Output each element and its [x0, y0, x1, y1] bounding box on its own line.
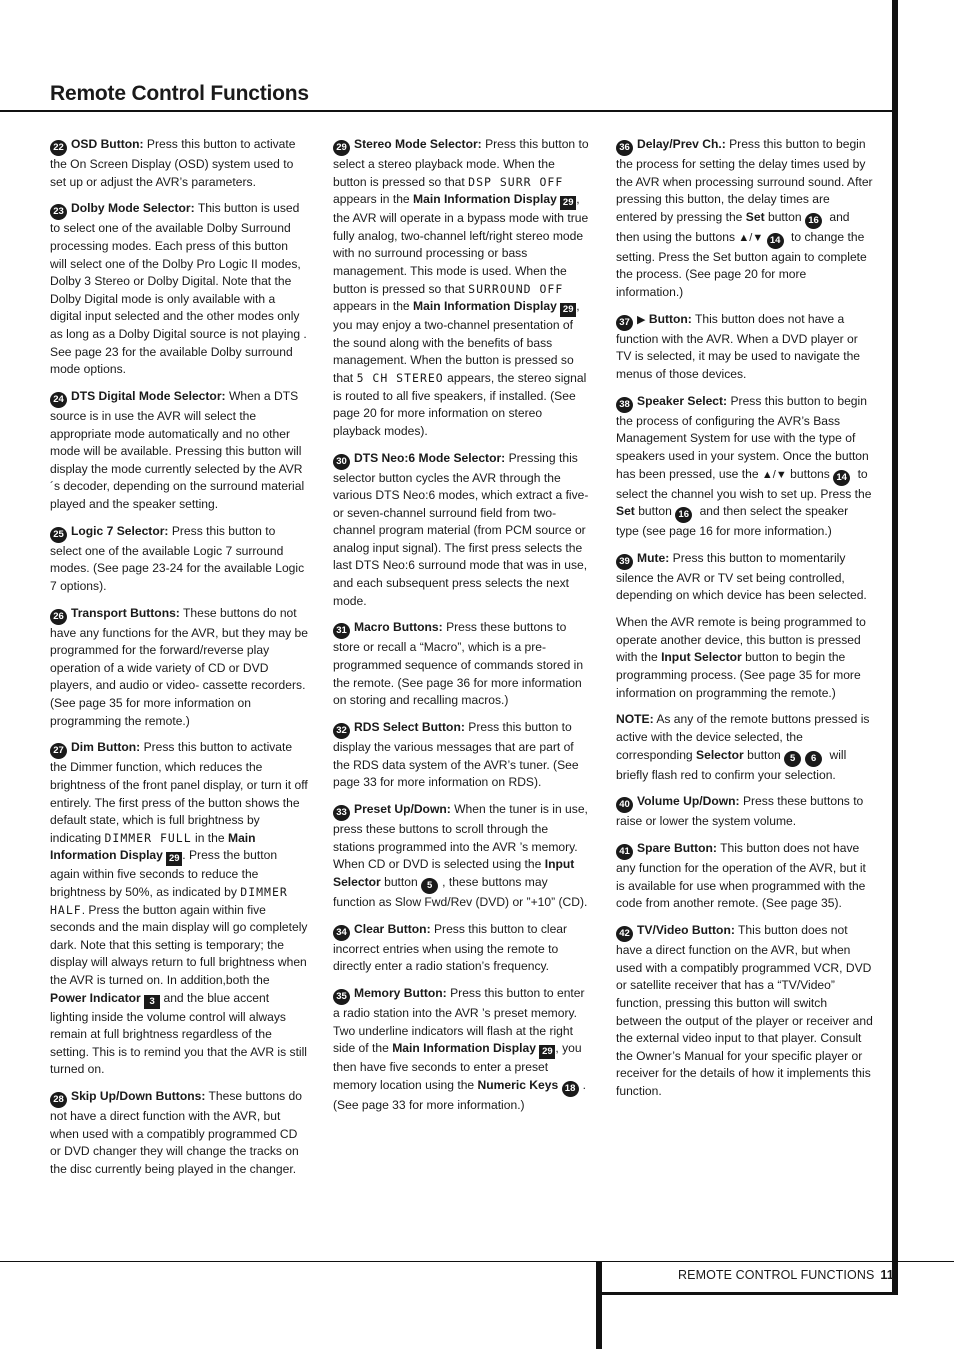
footer-left-bar	[596, 1262, 602, 1349]
display-text: DIMMER FULL	[104, 830, 192, 845]
footer-underline	[596, 1292, 898, 1295]
callout-number: 27	[50, 743, 67, 759]
callout-number: 14	[767, 233, 784, 249]
callout-number: 38	[616, 397, 633, 413]
display-text: DIMMER HALF	[50, 884, 288, 917]
item-33: 33 Preset Up/Down: When the tuner is in use, press these buttons to scroll through the stations programmed into the AVR ’s memory. When CD or DVD is selected using the Input Selector button 5 , these buttons may function as Slow Fwd/Rev (DVD) or ”+10” (CD).	[333, 801, 588, 909]
item-40: 40 Volume Up/Down: Press these buttons to raise or lower the system volume.	[616, 794, 864, 829]
callout-number: 5	[784, 751, 801, 767]
item-29: 29 Stereo Mode Selector: Press this button to select a stereo playback mode. When the button is pressed so that DSP SURR OFF appears in the Main Information Display 29 , the AVR will operate in a bypass mode with true fully analog, two-channel left/right stereo mode with no surround processing or bass management. This mode is used. When the button is pressed so that SURROUND OFF appears in the Main Information Display 29 , you may enjoy a two-channel presentation of the sound along with the benefits of bass management. When the button is pressed so that 5 CH STEREO appears, the stereo signal is routed to all five speakers, if installed. (See page 20 for more information on stereo playback modes).	[333, 137, 589, 438]
footer-label: REMOTE CONTROL FUNCTIONS	[678, 1268, 875, 1282]
item-37: 37 ▶ Button: This button does not have a function with the AVR. When a DVD player or TV is selected, it may be used to navigate the menus of those devices.	[616, 311, 861, 381]
item-38: 38 Speaker Select: Press this button to begin the process of configuring the AVR’s Bass Management System for use with the type of speakers used in your system. Once the button has been pressed, use the ▲/▼ buttons 14 to select the channel you wish to set up. Press the Set button 16 and then select the speaker type (see page 16 for more information.)	[616, 393, 872, 539]
up-down-arrow-icon: ▲/▼	[761, 468, 787, 481]
callout-number: 33	[333, 805, 350, 821]
callout-number: 37	[616, 315, 633, 331]
item-35: 35 Memory Button: Press this button to enter a radio station into the AVR ’s preset memory. Two underline indicators will flash at the right side of the Main Information Display 29 , you then have five seconds to enter a preset memory location using the Numeric Keys 18 . (See page 33 for more information.)	[333, 985, 586, 1112]
right-arrow-icon: ▶	[637, 313, 646, 326]
item-25: 25 Logic 7 Selector: Press this button to select one of the available Logic 7 surround modes. (See page 23-24 for the available Logic 7 options).	[50, 523, 305, 593]
callout-number: 39	[616, 554, 633, 570]
callout-number: 6	[805, 751, 822, 767]
page-title: Remote Control Functions	[50, 82, 309, 105]
display-text: 5 CH STEREO	[356, 370, 444, 385]
right-margin-bar-lower	[892, 112, 898, 1294]
callout-number: 28	[50, 1092, 67, 1108]
callout-number: 25	[50, 527, 67, 543]
item-32: 32 RDS Select Button: Press this button to display the various messages that are part of the RDS data system of the AVR’s tuner. (See page 33 for more information on RDS).	[333, 720, 579, 790]
column-3	[616, 136, 874, 1110]
footer-rule	[0, 1261, 954, 1262]
callout-number: 40	[616, 797, 633, 813]
callout-square: 29	[560, 303, 576, 317]
callout-number: 41	[616, 844, 633, 860]
item-28: 28 Skip Up/Down Buttons: These buttons do not have a direct function with the AVR, but when used with a compatibly programmed CD or DVD changer they will change the tracks on the disc currently being played in the changer.	[50, 1089, 302, 1176]
callout-number: 16	[805, 213, 822, 229]
up-down-arrow-icon: ▲/▼	[738, 231, 764, 244]
item-36: 36 Delay/Prev Ch.: Press this button to begin the process for setting the delay times used by the AVR when processing surround sound. After pressing this button, the delay times are entered by pressing the Set button 16 and then using the buttons ▲/▼ 14 to change the setting. Press the Set button again to complete the process. (See page 20 for more information.)	[616, 137, 873, 299]
callout-number: 22	[50, 140, 67, 156]
callout-number: 24	[50, 392, 67, 408]
item-26: 26 Transport Buttons: These buttons do not have any functions for the AVR, but they may be programmed for the forward/reverse play operation of a wide variety of CD or DVD players, and audio or video- cassette recorders. (See page 35 for more information on programming the remote.)	[50, 605, 308, 728]
callout-number: 36	[616, 140, 633, 156]
item-42: 42 TV/Video Button: This button does not have a direct function on the AVR, but when used with a compatibly programmed VCR, DVD or satellite receiver that has a “TV/Video” function, pressing this button will switch between the output of the player or receiver and the external video input to that player. Consult the Owner’s Manual for your specific player or receiver for the details of how it implements this function.	[616, 923, 873, 1098]
callout-number: 30	[333, 454, 350, 470]
page-footer	[678, 1268, 894, 1282]
item-31: 31 Macro Buttons: Press these buttons to store or recall a “Macro”, which is a pre-programmed sequence of commands stored in the remote. (See page 36 for more information on storing and recalling macros.)	[333, 620, 584, 708]
callout-number: 18	[562, 1081, 579, 1097]
item-34: 34 Clear Button: Press this button to clear incorrect entries when using the remote to directly enter a radio station’s frequency.	[333, 921, 568, 974]
callout-number: 26	[50, 609, 67, 625]
item-23: 23 Dolby Mode Selector: This button is used to select one of the available Dolby Surround processing modes. Each press of this button will select one of the Dolby Pro Logic II modes, Dolby 3 Stereo or Dolby Digital. Note that the Dolby Digital mode is only available with a digital input selected and the other modes only as long as a Dolby Digital source is not playing . See page 23 for the available Dolby surround mode options.	[50, 201, 307, 377]
item-39-programming: When the AVR remote is being programmed to operate another device, this button is pressed with the Input Selector button to begin the programming process. (See page 35 for more information on programming the remote.)	[616, 615, 866, 700]
display-text: DSP SURR OFF	[468, 174, 564, 189]
item-27: 27 Dim Button: Press this button to activate the Dimmer function, which reduces the brightness of the front panel display, or turn it off entirely. The first press of the button shows the default state, which is full brightness by indicating DIMMER FULL in the Main Information Display 29 . Press the button again within five seconds to reduce the brightness by 50%, as indicated by DIMMER HALF. Press the button again within five seconds and the main display will go completely dark. Note that this setting is temporary; the display will always return to full brightness when the AVR is turned on. In addition,both the Power Indicator 3 and the blue accent lighting inside the volume control will always remain at full brightness regardless of the setting. This is to remind you that the AVR is still turned on.	[50, 740, 308, 1077]
callout-number: 34	[333, 925, 350, 941]
callout-number: 16	[675, 507, 692, 523]
column-1	[50, 136, 308, 1188]
item-39: 39 Mute: Press this button to momentarily silence the AVR or TV set being controlled, depending on which device has been selected.	[616, 550, 867, 603]
callout-number: 35	[333, 989, 350, 1005]
callout-number: 32	[333, 723, 350, 739]
item-22: 22 OSD Button: Press this button to activate the On Screen Display (OSD) system used to set up or adjust the AVR’s parameters.	[50, 137, 296, 189]
callout-square: 3	[144, 995, 160, 1009]
callout-square: 29	[560, 196, 576, 210]
item-41: 41 Spare Button: This button does not have any function for the operation of the AVR, but it is available for use when programmed with the code from another remote. (See page 35).	[616, 841, 866, 911]
callout-square: 29	[539, 1045, 555, 1059]
callout-number: 14	[833, 470, 850, 486]
page-number: 11	[880, 1268, 894, 1282]
item-24: 24 DTS Digital Mode Selector: When a DTS source is in use the AVR will select the appropriate mode automatically and no other mode will be available. Pressing this button will display the mode currently selected by the AVR´s decoder, depending on the surround material played and the speaker setting.	[50, 388, 305, 511]
callout-number: 5	[421, 878, 438, 894]
item-30: 30 DTS Neo:6 Mode Selector: Pressing this selector button cycles the AVR through the various DTS Neo:6 modes, which extract a five- or seven-channel surround field from two-channel program material (from PCM source or analog input signal). The first press selects the last DTS Neo:6 surround mode that was in use, and each subsequent press selects the next mode.	[333, 450, 589, 608]
callout-number: 31	[333, 623, 350, 639]
callout-number: 42	[616, 926, 633, 942]
callout-number: 23	[50, 204, 67, 220]
callout-square: 29	[166, 852, 182, 866]
column-2	[333, 136, 589, 1123]
right-margin-bar	[892, 0, 898, 112]
display-text: SURROUND OFF	[468, 281, 564, 296]
note: NOTE: As any of the remote buttons pressed is active with the device selected, the corresponding Selector button 5 6 will briefly flash red to confirm your selection.	[616, 712, 870, 782]
callout-number: 29	[333, 140, 350, 156]
header-rule	[0, 110, 898, 112]
